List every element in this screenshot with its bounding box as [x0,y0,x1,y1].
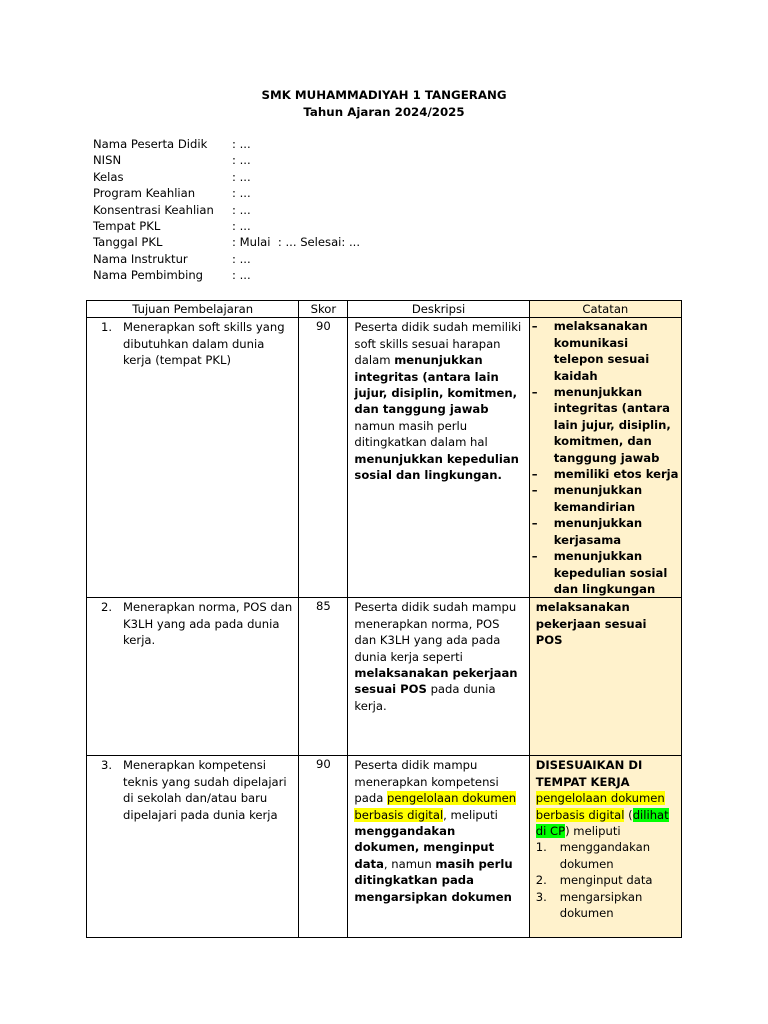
desc-text: Peserta didik mampu menerapkan kompetensi pada [354,758,499,806]
note-highlight: pengelolaan dokumen berbasis digital [535,791,665,822]
note-text: menginput data [559,873,653,888]
header-skor: Skor [299,301,348,318]
note-item [530,384,681,466]
info-label: Konsentrasi Keahlian [93,202,214,217]
info-label: Tempat PKL [93,218,161,233]
note-text: melaksanakan komunikasi telepon sesuai kaidah [553,319,650,383]
note-item [530,318,681,384]
item-number: 3. [535,889,547,904]
note-item [536,839,677,872]
desc-bold: masih perlu ditingkatkan pada mengarsipkan dokumen [354,856,513,904]
info-value: : ... [232,202,251,217]
note-item [530,515,681,548]
note-text: memiliki etos kerja [553,467,679,482]
note-text: menunjukkan kepedulian sosial dan lingkungan [553,549,668,596]
info-row [93,169,360,185]
note-text: ( [624,807,633,822]
score-cell: 90 [299,318,348,598]
note-item [530,466,681,482]
info-label: Tanggal PKL [93,235,163,250]
note-cell [529,318,681,598]
note-item [530,482,681,515]
table-row [87,598,682,756]
desc-text: Peserta didik sudah memiliki soft skills sesuai harapan dalam [354,320,522,368]
desc-bold: menggandakan dokumen, menginput data [354,823,495,871]
desc-bold: menunjukkan integritas (antara lain jujur, disiplin, komitmen, dan tanggung jawab [354,353,517,417]
description-cell [348,756,529,938]
score-cell: 85 [299,598,348,756]
note-text: melaksanakan pekerjaan sesuai POS [535,600,647,648]
row-number: 3. [101,758,113,773]
info-label: Nama Peserta Didik [93,137,208,151]
info-label: Program Keahlian [93,186,196,201]
info-value: : ... [232,169,251,184]
info-value: : ... [232,137,251,151]
document-header [0,87,768,121]
desc-text: pada dunia kerja. [354,682,496,713]
info-value: : ... [232,153,251,168]
dash-bullet: – [531,549,538,564]
row-number: 2. [101,600,113,615]
tujuan-text: Menerapkan soft skills yang dibutuhkan dalam dunia kerja (tempat PKL) [123,320,285,368]
assessment-table [86,300,682,938]
description-cell [348,598,529,756]
info-row [93,202,360,218]
note-text: menunjukkan kemandirian [553,483,643,514]
info-row [93,152,360,168]
info-label: Nama Pembimbing [93,268,204,283]
note-item [536,889,677,922]
info-row [93,251,360,267]
tujuan-text: Menerapkan kompetensi teknis yang sudah dipelajari di sekolah dan/atau baru dipelajari pada dunia kerja [123,758,287,822]
header-tujuan: Tujuan Pembelajaran [87,301,299,318]
tujuan-cell [87,318,299,598]
info-value: : ... [232,268,251,283]
note-highlight-green: dilihat di CP [535,807,669,838]
table-row [87,318,682,598]
desc-bold: melaksanakan pekerjaan sesuai POS [354,665,518,697]
tujuan-cell [87,756,299,938]
desc-text: , namun [383,856,436,871]
note-text: menunjukkan kerjasama [553,516,643,547]
score-cell: 90 [299,756,348,938]
item-number: 1. [535,840,547,855]
tujuan-text: Menerapkan norma, POS dan K3LH yang ada pada dunia kerja. [123,600,293,648]
desc-text: namun masih perlu ditingkatkan dalam hal [354,418,488,450]
note-item [530,548,681,597]
academic-year: Tahun Ajaran 2024/2025 [303,105,465,119]
info-value: : ... [232,186,251,201]
dash-bullet: – [531,385,538,400]
info-value: : ... [232,218,251,233]
item-number: 2. [535,873,547,888]
desc-text: , meliputi [443,807,498,822]
desc-bold: menunjukkan kepedulian sosial dan lingkungan. [354,451,519,483]
header-deskripsi: Deskripsi [348,301,529,318]
note-title: DISESUAIKAN DI TEMPAT KERJA [535,758,643,789]
info-label: NISN [93,153,122,168]
info-label: Kelas [93,169,124,184]
note-numbered-list [536,839,677,921]
dash-bullet: – [531,516,538,531]
description-cell [348,318,529,598]
dash-bullet: – [531,319,538,334]
info-value: : Mulai : ... Selesai: ... [232,235,361,250]
student-info [93,136,360,284]
note-text: menunjukkan integritas (antara lain jujur, disiplin, komitmen, dan tanggung jawab [553,385,671,465]
note-cell [529,756,681,938]
note-text: mengarsipkan dokumen [559,889,643,920]
info-label: Nama Instruktur [93,251,188,266]
info-row [93,136,360,152]
table-row [87,756,682,938]
desc-text: Peserta didik sudah mampu menerapkan norma, POS dan K3LH yang ada pada dunia kerja seperti [354,600,517,664]
table-header-row [87,301,682,318]
info-row [93,267,360,283]
note-cell [529,598,681,756]
note-list [530,318,681,597]
info-row [93,218,360,234]
info-row [93,185,360,201]
info-value: : ... [232,251,251,266]
dash-bullet: – [531,483,538,498]
tujuan-cell [87,598,299,756]
dash-bullet: – [531,467,538,482]
desc-highlight: pengelolaan dokumen berbasis digital [354,791,517,822]
header-catatan: Catatan [529,301,681,318]
note-text: ) meliputi [565,823,621,838]
school-name: SMK MUHAMMADIYAH 1 TANGERANG [261,88,507,102]
info-row [93,234,360,250]
row-number: 1. [101,320,113,335]
note-text: menggandakan dokumen [559,840,651,871]
note-item [536,872,677,888]
